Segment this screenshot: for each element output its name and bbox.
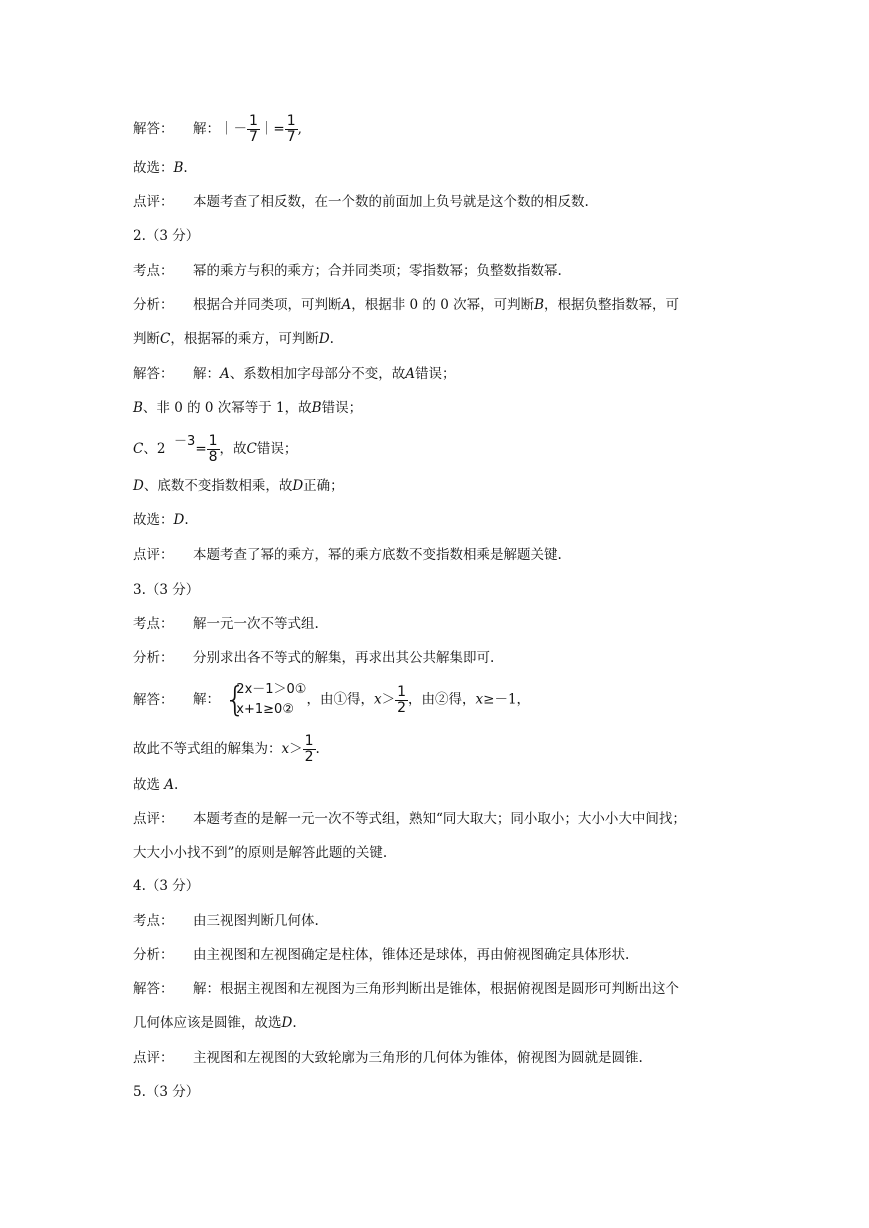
q2-heading: 2.（3 分） (133, 228, 200, 244)
q4-heading: 4.（3 分） (133, 878, 200, 894)
q4-jieda-1: 解答： 解：根据主视图和左视图为三角形判断出是锥体，根据俯视图是圆形可判断出这个 (133, 981, 679, 997)
q3-kaodian: 考点： 解一元一次不等式组. (133, 616, 319, 632)
q3-heading: 3.（3 分） (133, 582, 200, 598)
q2-answer: 故选：D. (133, 512, 189, 528)
p1-answer: 故选：B. (133, 160, 188, 176)
p1-comment: 点评： 本题考查了相反数，在一个数的前面加上负号就是这个数的相反数. (133, 194, 589, 210)
q2-kaodian: 考点： 幂的乘方与积的乘方；合并同类项；零指数幂；负整数指数幂. (133, 263, 562, 279)
q2-jieda-b: B、非 0 的 0 次幂等于 1，故B错误； (133, 400, 363, 416)
p1-solution-line: 解答： 解：｜－ $\frac{1}{7}$ ｜= $\frac{1}{7}$ , (133, 113, 302, 145)
q3-comment-2: 大大小小找不到”的原则是解答此题的关键. (133, 845, 388, 861)
q2-jieda-d: D、底数不变指数相乘，故D正确； (133, 478, 344, 494)
q2-fenxi-2: 判断C，根据幂的乘方，可判断D. (133, 331, 334, 347)
q4-jieda-2: 几何体应该是圆锥，故选D. (133, 1015, 297, 1031)
section-label: 解答： (133, 121, 174, 137)
q2-fenxi-1: 分析： 根据合并同类项，可判断A，根据非 0 的 0 次幂，可判断B，根据负整指数幂，可 (133, 297, 680, 313)
q3-comment-1: 点评： 本题考查的是解一元一次不等式组，熟知“同大取大；同小取小；大小小大中间找； (133, 811, 686, 827)
q5-heading: 5.（3 分） (133, 1084, 200, 1100)
q3-solution-set: 故此不等式组的解集为：x＞ $\frac{1}{2}$ . (133, 733, 320, 765)
fraction: $\frac{1}{7}$ (286, 113, 296, 145)
q2-comment: 点评： 本题考查了幂的乘方，幂的乘方底数不变指数相乘是解题关键. (133, 547, 562, 563)
inequality-system: { 2x－1＞0① x+1≥0② (224, 680, 307, 720)
q4-fenxi: 分析： 由主视图和左视图确定是柱体，锥体还是球体，再由俯视图确定具体形状. (133, 947, 630, 963)
q2-jieda-c: C、2 －3= $\frac{1}{8}$ ，故C错误； (133, 433, 298, 465)
q3-fenxi: 分析： 分别求出各不等式的解集，再求出其公共解集即可. (133, 650, 495, 666)
fraction: $\frac{1}{7}$ (249, 113, 258, 145)
q2-jieda-a: 解答： 解：A、系数相加字母部分不变，故A错误； (133, 366, 456, 382)
fraction: $\frac{1}{2}$ (304, 733, 314, 765)
q4-comment: 点评： 主视图和左视图的大致轮廓为三角形的几何体为锥体，俯视图为圆就是圆锥. (133, 1050, 643, 1066)
fraction: $\frac{1}{2}$ (397, 683, 407, 716)
q4-kaodian: 考点： 由三视图判断几何体. (133, 913, 319, 929)
fraction: $\frac{1}{8}$ (208, 433, 218, 465)
q3-answer: 故选 A. (133, 777, 179, 793)
q3-jieda: 解答： 解： { 2x－1＞0① x+1≥0② ，由①得，x＞ $\frac{1}{2}$ ，由②得，x≥－1， (133, 680, 531, 720)
